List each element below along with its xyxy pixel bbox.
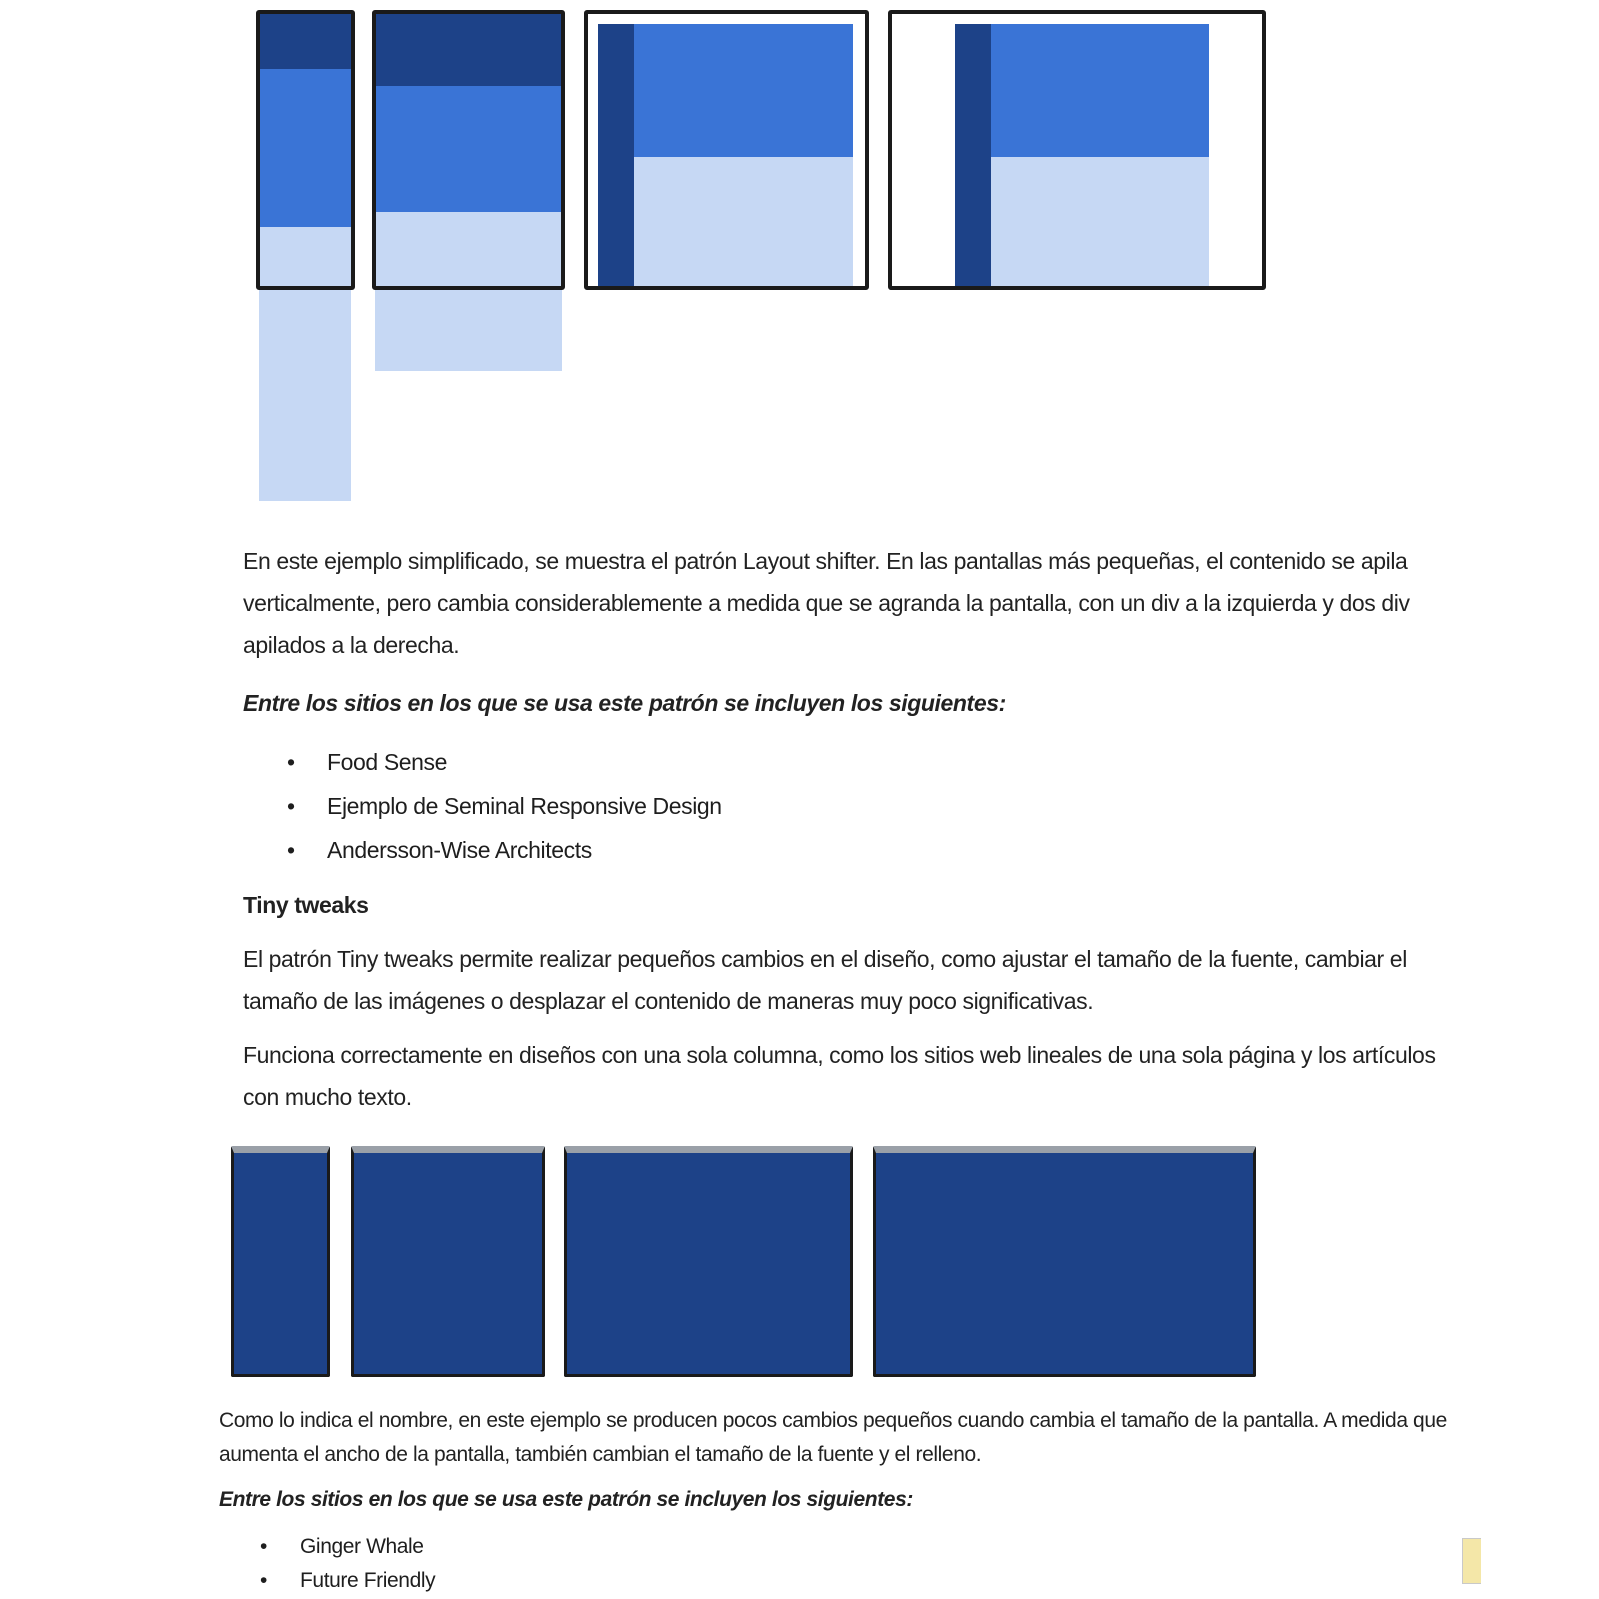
screen-large [584, 10, 869, 290]
bullet-icon: • [287, 837, 295, 863]
top-right-div [634, 24, 853, 157]
corner-folder-icon [1462, 1538, 1481, 1584]
list-item: • Food Sense [287, 740, 722, 784]
header-block [260, 14, 351, 69]
screen-wide [888, 10, 1266, 290]
tiny-tweaks-caption: Como lo indica el nombre, en este ejemplo se producen pocos cambios pequeños cuando cambia el tamaño de la pantalla. A medida que aumenta el ancho de la pantalla, también cambian el tamaño de la fuente y el relleno. [219, 1409, 1447, 1466]
screen-large [564, 1146, 853, 1377]
bullet-icon: • [287, 793, 295, 819]
screen-medium [372, 10, 565, 290]
bullet-icon: • [287, 749, 295, 775]
section-heading: Tiny tweaks [243, 892, 369, 918]
bullet-icon: • [260, 1535, 267, 1558]
layout-shifter-sites-heading: Entre los sitios en los que se usa este patrón se incluyen los siguientes: [243, 690, 1006, 716]
list-item: • Ginger Whale [260, 1530, 435, 1564]
tiny-tweaks-sites-heading: Entre los sitios en los que se usa este patrón se incluyen los siguientes: [219, 1488, 913, 1511]
left-div [955, 24, 991, 286]
main-block [260, 69, 351, 227]
left-div [598, 24, 634, 286]
sub-block [376, 212, 561, 290]
screen-small [231, 1146, 330, 1377]
small-screen-overflow [259, 290, 351, 501]
list-item: • Andersson-Wise Architects [287, 828, 722, 872]
header-block [376, 14, 561, 86]
main-block [376, 86, 561, 212]
bottom-right-div [991, 157, 1209, 286]
bottom-right-div [634, 157, 853, 286]
screen-wide [873, 1146, 1256, 1377]
layout-shifter-paragraph: En este ejemplo simplificado, se muestra el patrón Layout shifter. En las pantallas más pequeñas, el contenido se apila verticalmente, pero cambia considerablemente a medida que se agranda la pantalla, con un div a la izquierda y dos div apilados a la derecha. [243, 548, 1410, 658]
top-right-div [991, 24, 1209, 157]
layout-shifter-sites-list [287, 740, 722, 872]
list-item: • Future Friendly [260, 1564, 435, 1598]
tiny-tweaks-paragraph-1: El patrón Tiny tweaks permite realizar pequeños cambios en el diseño, como ajustar el tamaño de la fuente, cambiar el tamaño de las imágenes o desplazar el contenido de maneras muy poco significativas. [243, 946, 1407, 1014]
sub-block [260, 227, 351, 290]
tiny-tweaks-paragraph-2: Funciona correctamente en diseños con una sola columna, como los sitios web lineales de una sola página y los artículos con mucho texto. [243, 1042, 1436, 1110]
medium-screen-overflow [375, 290, 562, 371]
screen-medium [351, 1146, 545, 1377]
list-item: • Ejemplo de Seminal Responsive Design [287, 784, 722, 828]
bullet-icon: • [260, 1569, 267, 1592]
tiny-tweaks-sites-list [260, 1530, 435, 1598]
screen-small [256, 10, 355, 290]
